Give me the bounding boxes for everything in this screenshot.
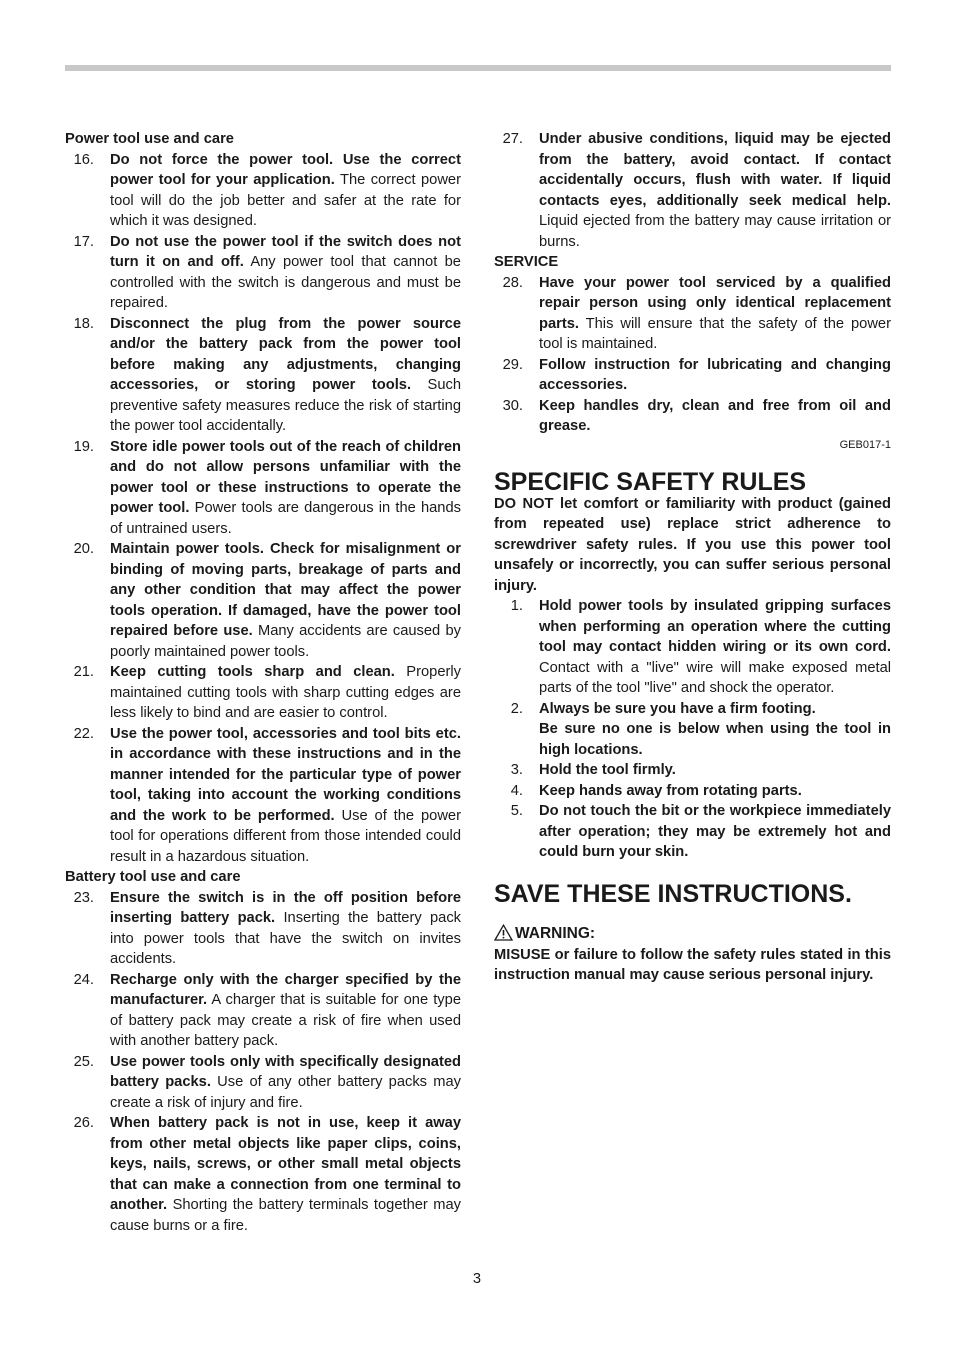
item-bold-text: Always be sure you have a firm footing. <box>539 700 816 717</box>
item-number: 18. <box>73 315 94 332</box>
header-rule <box>65 65 891 71</box>
item-body <box>110 1052 461 1114</box>
item-body <box>110 150 461 232</box>
list-item <box>494 273 891 355</box>
list-item <box>494 355 891 396</box>
item-text: Contact with a "live" wire will make exposed metal parts of the tool "live" and shock the operator. <box>539 659 891 696</box>
item-bold-text: Ensure the switch is in the off position before inserting battery pack. <box>110 889 461 926</box>
item-number: 29. <box>502 356 523 373</box>
item-body <box>110 970 461 1052</box>
item-text: Use of any other battery packs may create a risk of injury and fire. <box>110 1074 461 1111</box>
item-body <box>539 596 891 699</box>
section-heading: Battery tool use and care <box>65 869 241 885</box>
list-item <box>494 781 891 802</box>
list-item <box>65 888 461 970</box>
list-item <box>65 314 461 437</box>
item-number: 21. <box>73 664 94 680</box>
list-item <box>65 724 461 868</box>
item-bold-text: Keep cutting tools sharp and clean. <box>110 664 395 680</box>
specific-safety-rules-heading: SPECIFIC SAFETY RULES <box>494 467 807 496</box>
warning-label: WARNING: <box>515 924 596 942</box>
item-bold-text: Use power tools only with specifically designated battery packs. <box>110 1053 461 1090</box>
list-item <box>65 232 461 314</box>
section-heading: Power tool use and care <box>65 131 234 147</box>
item-bold-text: When battery pack is not in use, keep it away from other metal objects like paper clips, coins, keys, nails, screws, or other small metal objects that can make a connection from one terminal to another. <box>110 1115 461 1213</box>
item-bold-text: Hold the tool firmly. <box>539 762 676 778</box>
list-item <box>494 760 891 781</box>
item-number: 24. <box>73 971 94 988</box>
item-bold-text: Keep hands away from rotating parts. <box>539 782 802 799</box>
item-bold-text: Have your power tool serviced by a qualified repair person using only identical replacement parts. <box>539 274 891 332</box>
item-number: 16. <box>73 151 94 168</box>
list-item <box>65 1113 461 1236</box>
item-bold-text: Do not force the power tool. Use the correct power tool for your application. <box>110 151 461 188</box>
list-item <box>65 150 461 232</box>
item-number: 4. <box>510 782 523 799</box>
item-bold-text: Hold power tools by insulated gripping surfaces when performing an operation where the cutting tool may contact hidden wiring or its own cord. <box>539 598 891 655</box>
item-number: 30. <box>502 397 523 414</box>
item-body <box>110 437 461 540</box>
item-body <box>539 699 891 761</box>
item-body <box>110 1113 461 1236</box>
item-text: Inserting the battery pack into power tools that have the switch on invites accidents. <box>110 910 462 967</box>
item-number: 1. <box>510 598 523 614</box>
specific-intro: DO NOT let comfort or familiarity with product (gained from repeated use) replace strict adherence to screwdriver safety rules. If you use this power tool unsafely or incorrectly, you can suffer serious personal injury. <box>494 495 891 594</box>
list-item <box>65 437 461 540</box>
item-body <box>110 724 461 868</box>
item-number: 22. <box>73 725 94 742</box>
list-item <box>65 662 461 724</box>
save-instructions-heading: SAVE THESE INSTRUCTIONS. <box>494 879 852 908</box>
item-text: Liquid ejected from the battery may cause irritation or burns. <box>539 213 891 250</box>
item-number: 3. <box>510 762 523 778</box>
item-text: The correct power tool will do the job better and safer at the rate for which it was designed. <box>110 172 461 229</box>
item-body <box>539 801 891 863</box>
item-number: 25. <box>73 1053 94 1070</box>
list-item <box>65 970 461 1052</box>
warning-text: MISUSE or failure to follow the safety rules stated in this instruction manual may cause serious personal injury. <box>494 946 891 983</box>
item-body <box>110 888 461 970</box>
item-bold-text: Disconnect the plug from the power source and/or the battery pack from the power tool before making any adjustments, changing accessories, or storing power tools. <box>110 315 461 393</box>
warning-triangle-icon <box>494 924 513 941</box>
item-number: 23. <box>73 889 94 906</box>
item-number: 19. <box>73 438 94 455</box>
item-bold-text: Recharge only with the charger specified by the manufacturer. <box>110 971 461 1008</box>
item-number: 20. <box>73 541 94 557</box>
item-bold-text-2: Be sure no one is below when using the tool in high locations. <box>539 721 891 758</box>
item-body <box>539 781 891 802</box>
list-item <box>65 539 461 662</box>
item-bold-text: Follow instruction for lubricating and changing accessories. <box>539 356 891 393</box>
item-bold-text: Do not use the power tool if the switch does not turn it on and off. <box>110 233 461 270</box>
page-number: 3 <box>472 1271 482 1287</box>
item-text: This will ensure that the safety of the power tool is maintained. <box>539 315 891 352</box>
item-body <box>539 129 891 252</box>
item-bold-text: Maintain power tools. Check for misalignment or binding of moving parts, breakage of parts and any other condition that may affect the power tools operation. If damaged, have the power tool repaired before use. <box>110 541 461 639</box>
document-code: GEB017-1 <box>839 438 891 451</box>
item-text: Properly maintained cutting tools with sharp cutting edges are less likely to bind and are easier to control. <box>110 664 461 721</box>
item-text: Power tools are dangerous in the hands of untrained users. <box>110 500 461 537</box>
item-text: Such preventive safety measures reduce the risk of starting the power tool accidentally. <box>110 377 461 434</box>
item-text: Any power tool that cannot be controlled with the switch is dangerous and must be repaired. <box>110 254 461 311</box>
item-body <box>539 355 891 396</box>
list-item <box>65 1052 461 1114</box>
item-bold-text: Store idle power tools out of the reach of children and do not allow persons unfamiliar with the power tool or these instructions to operate the power tool. <box>110 438 461 516</box>
list-item <box>494 801 891 863</box>
warning-title <box>494 923 891 945</box>
list-item <box>494 596 891 699</box>
item-bold-text: Use the power tool, accessories and tool bits etc. in accordance with these instructions and in the manner intended for the particular type of power tool, taking into account the working conditions and the work to be performed. <box>110 725 461 824</box>
item-body <box>110 232 461 314</box>
item-body <box>110 314 461 437</box>
item-bold-text: Under abusive conditions, liquid may be ejected from the battery, avoid contact. If contact accidentally occurs, flush with water. If liquid contacts eyes, additionally seek medical help. <box>539 131 891 209</box>
item-number: 26. <box>73 1115 94 1131</box>
item-number: 5. <box>510 803 523 819</box>
item-body <box>539 273 891 355</box>
item-text: Use of the power tool for operations different from those intended could result in a hazardous situation. <box>110 807 461 865</box>
item-body <box>110 662 461 724</box>
item-number: 27. <box>502 131 523 147</box>
item-bold-text: Keep handles dry, clean and free from oil and grease. <box>539 397 891 434</box>
right-column <box>494 129 891 986</box>
item-body <box>110 539 461 662</box>
list-item <box>494 396 891 437</box>
left-column <box>65 129 461 1236</box>
item-bold-text: Do not touch the bit or the workpiece immediately after operation; they may be extremely hot and could burn your skin. <box>539 803 891 860</box>
item-number: 17. <box>73 233 94 250</box>
section-heading: SERVICE <box>494 254 559 270</box>
item-text: A charger that is suitable for one type of battery pack may create a risk of fire when used with another battery pack. <box>110 992 461 1049</box>
list-item <box>494 129 891 252</box>
item-number: 28. <box>502 274 523 291</box>
item-body <box>539 396 891 437</box>
item-body <box>539 760 891 781</box>
item-number: 2. <box>510 700 523 717</box>
list-item <box>494 699 891 761</box>
item-text: Many accidents are caused by poorly maintained power tools. <box>110 623 461 660</box>
item-text: Shorting the battery terminals together may cause burns or a fire. <box>110 1197 461 1234</box>
